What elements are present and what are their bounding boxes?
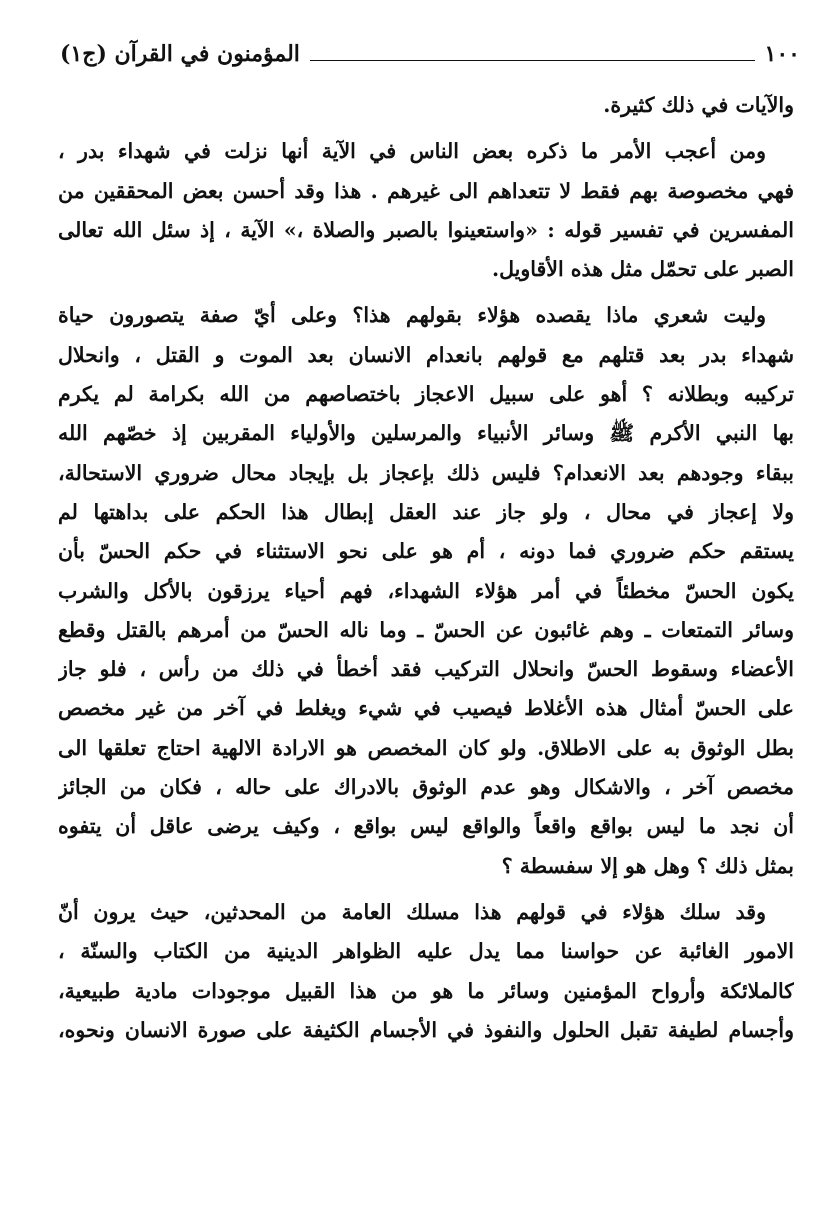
text-line: فهي مخصوصة بهم فقط لا تتعداهم الى غيرهم . هذا وقد أحسن بعض المحققين من [58,178,794,203]
text-line: على الحسّ أمثال هذه الأغلاط فيصيب في شيء ويغلط في آخر من غير مخصص [58,696,794,721]
text-line: المفسرين في تفسير قوله : «واستعينوا بالصبر والصلاة ،» الآية ، إذ سئل الله تعالى [58,217,794,242]
running-title: المؤمنون في القرآن (ج١) [60,41,300,67]
text-line: يكون الحسّ مخطئاً في أمر هؤلاء الشهداء، فهم أحياء يرزقون بالأكل والشرب [58,578,794,603]
header-rule [310,60,755,61]
text-line: ولا إعجاز في محال ، ولو جاز عند العقل إبطال هذا الحكم على بداهتها لم [58,499,794,524]
text-line: الامور الغائبة عن حواسنا مما يدل عليه الظواهر الدينية من الكتاب والسنّة ، [58,939,794,964]
text-line: مخصص آخر ، والاشكال وهو عدم الوثوق بالادراك على حاله ، فكان من الجائز [58,775,794,800]
text-line: أن نجد ما ليس بواقع واقعاً والواقع ليس بواقع ، وكيف يرضى عاقل أن يتفوه [58,814,794,839]
text-line: شهداء بدر بعد قتلهم مع قولهم بانعدام الانسان بعد الموت و القتل ، وانحلال [58,342,794,367]
text-line: ببقاء وجودهم بعد الانعدام؟ فليس ذلك بإعجاز بل بإيجاد محال ضروري الاستحالة، [58,460,794,485]
body-text [58,86,794,1050]
page-number: ١٠٠ [764,41,800,67]
text-line: وسائر التمتعات ـ وهم غائبون عن الحسّ ـ وما ناله الحسّ من أمرهم بالقتل وقطع [58,617,794,642]
text-line: بمثل ذلك ؟ وهل هو إلا سفسطة ؟ [501,853,794,878]
text-line: الأعضاء وسقوط الحسّ وانحلال التركيب فقد أخطأ في ذلك من رأس ، فلو جاز [58,657,794,682]
text-line: بها النبي الأكرم ﷺ وسائر الأنبياء والمرسلين والأولياء المقربين إذ خصّهم الله [58,421,794,446]
text-line: وقد سلك هؤلاء في قولهم هذا مسلك العامة من المحدثين، حيث يرون أنّ [58,899,766,924]
text-line: الصبر على تحمّل مثل هذه الأقاويل. [491,257,794,282]
text-line: يستقم حكم ضروري فما دونه ، أم هو على نحو الاستثناء في حكم الحسّ بأن [58,539,794,564]
text-line: كالملائكة وأرواح المؤمنين وسائر ما هو من هذا القبيل موجودات مادية طبيعية، [58,978,794,1003]
text-line: تركيبه وبطلانه ؟ أهو على سبيل الاعجاز باختصاصهم من الله بكرامة لم يكرم [58,382,794,407]
page-header [60,34,800,74]
text-line: والآيات في ذلك كثيرة. [603,93,794,117]
text-line: وليت شعري ماذا يقصده هؤلاء بقولهم هذا؟ وعلى أيّ صفة يتصورون حياة [58,303,766,328]
text-line: وأجسام لطيفة تقبل الحلول والنفوذ في الأجسام الكثيفة على صورة الانسان ونحوه، [58,1017,794,1042]
text-line: ومن أعجب الأمر ما ذكره بعض الناس في الآية أنها نزلت في شهداء بدر ، [58,139,766,164]
text-line: بطل الوثوق به على الاطلاق. ولو كان المخصص هو الارادة الالهية احتاج تعلقها الى [58,735,794,760]
